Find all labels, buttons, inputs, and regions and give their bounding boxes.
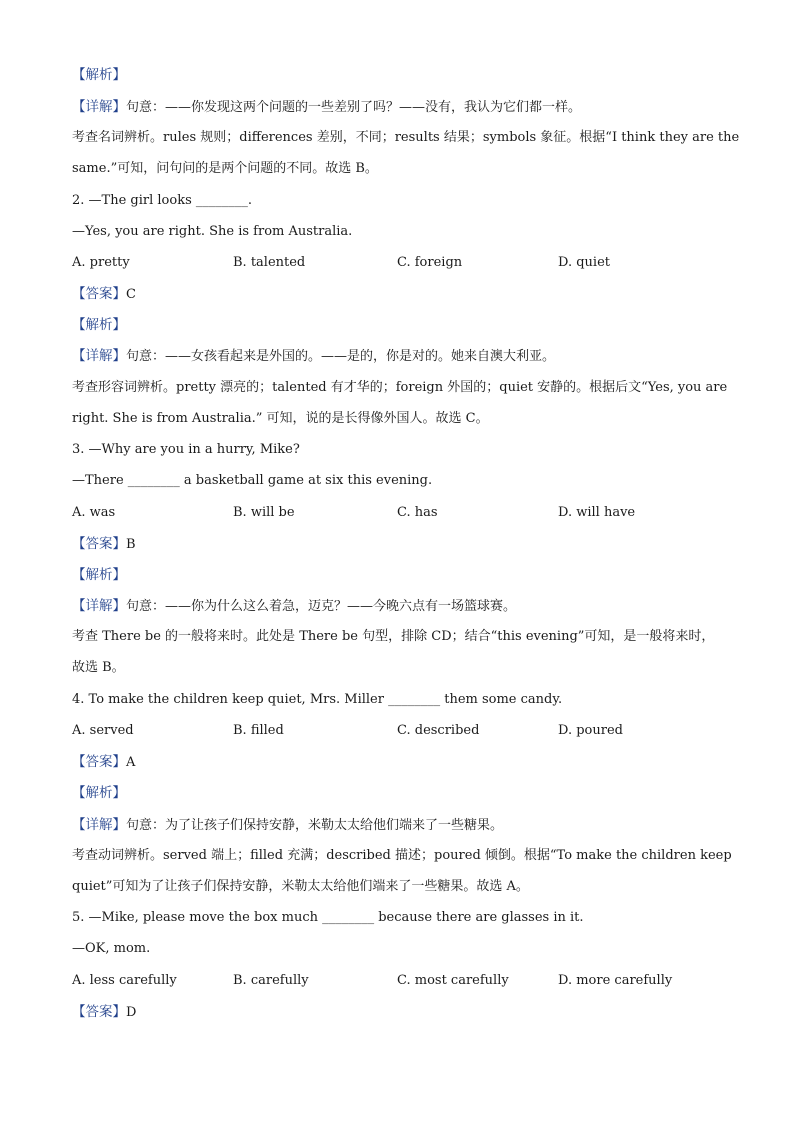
q3-explanation-1: 考查 There be 的一般将来时。此处是 There be 句型，排除 CD；结合“this evening”可知，是一般将来时， [72,629,715,644]
q4-stem: 4. To make the children keep quiet, Mrs. Miller ________ them some candy. [72,692,563,707]
detail-tag: 【详解】 [72,348,126,364]
answer-tag: 【答案】 [72,536,126,552]
q3-analysis-heading: 【解析】 [72,567,126,583]
q4-explanation-2: quiet”可知为了让孩子们保持安静，米勒太太给他们端来了一些糖果。故选 A。 [72,879,529,894]
q4-analysis-heading: 【解析】 [72,785,126,801]
q2-meaning: 句意：——女孩看起来是外国的。——是的，你是对的。她来自澳大利亚。 [126,349,556,364]
q3-stem-reply: —There ________ a basketball game at six this evening. [72,473,433,488]
q2-answer [72,285,136,304]
q2-option-d: D. quiet [558,255,610,270]
q5-answer [72,1003,136,1022]
q1-explanation-2: same.”可知，问句问的是两个问题的不同。故选 B。 [72,161,378,176]
q2-explanation-1: 考查形容词辨析。pretty 漂亮的；talented 有才华的；foreign 外国的；quiet 安静的。根据后文“Yes, you are [72,380,728,395]
detail-tag: 【详解】 [72,817,126,833]
q4-answer [72,753,135,772]
q2-explanation-2: right. She is from Australia.” 可知，说的是长得像外国人。故选 C。 [72,411,489,426]
q3-meaning: 句意：——你为什么这么着急，迈克？——今晚六点有一场篮球赛。 [126,599,517,614]
q4-option-b: B. filled [233,723,284,738]
q2-option-b: B. talented [233,255,306,270]
q5-option-b: B. carefully [233,973,309,988]
q5-stem-reply: —OK, mom. [72,941,151,956]
q5-answer-value: D [126,1005,137,1020]
q2-option-c: C. foreign [397,255,463,270]
q2-stem-reply: —Yes, you are right. She is from Australia. [72,224,353,239]
answer-tag: 【答案】 [72,286,126,302]
q3-option-a: A. was [72,505,116,520]
analysis-heading: 【解析】 [72,67,126,83]
q5-option-d: D. more carefully [558,973,673,988]
answer-tag: 【答案】 [72,754,126,770]
q4-option-a: A. served [72,723,134,738]
q3-option-b: B. will be [233,505,295,520]
q2-stem: 2. —The girl looks ________. [72,193,253,208]
q3-detail [72,597,516,616]
q2-option-a: A. pretty [72,255,130,270]
q3-option-c: C. has [397,505,438,520]
q5-option-c: C. most carefully [397,973,509,988]
q5-option-a: A. less carefully [72,973,177,988]
q4-option-d: D. poured [558,723,623,738]
detail-tag: 【详解】 [72,99,126,115]
q3-answer-value: B [126,537,136,552]
q4-answer-value: A [126,755,136,770]
q4-meaning: 句意：为了让孩子们保持安静，米勒太太给他们端来了一些糖果。 [126,818,504,833]
q3-explanation-2: 故选 B。 [72,660,125,675]
q1-explanation-1: 考查名词辨析。rules 规则；differences 差别，不同；results 结果；symbols 象征。根据“I think they are the [72,130,740,145]
q4-explanation-1: 考查动词辨析。served 端上；filled 充满；described 描述；poured 倾倒。根据“To make the children keep [72,848,732,863]
detail-tag: 【详解】 [72,598,126,614]
q3-option-d: D. will have [558,505,636,520]
q3-answer [72,535,136,554]
q2-detail [72,347,555,366]
q2-analysis-heading: 【解析】 [72,317,126,333]
q4-detail [72,816,503,835]
q1-detail [72,98,581,117]
answer-tag: 【答案】 [72,1004,126,1020]
q4-option-c: C. described [397,723,480,738]
q1-meaning: 句意：——你发现这两个问题的一些差别了吗？——没有，我认为它们都一样。 [126,100,582,115]
q5-stem: 5. —Mike, please move the box much ________ because there are glasses in it. [72,910,584,925]
q3-stem: 3. —Why are you in a hurry, Mike? [72,442,300,457]
q2-answer-value: C [126,287,136,302]
